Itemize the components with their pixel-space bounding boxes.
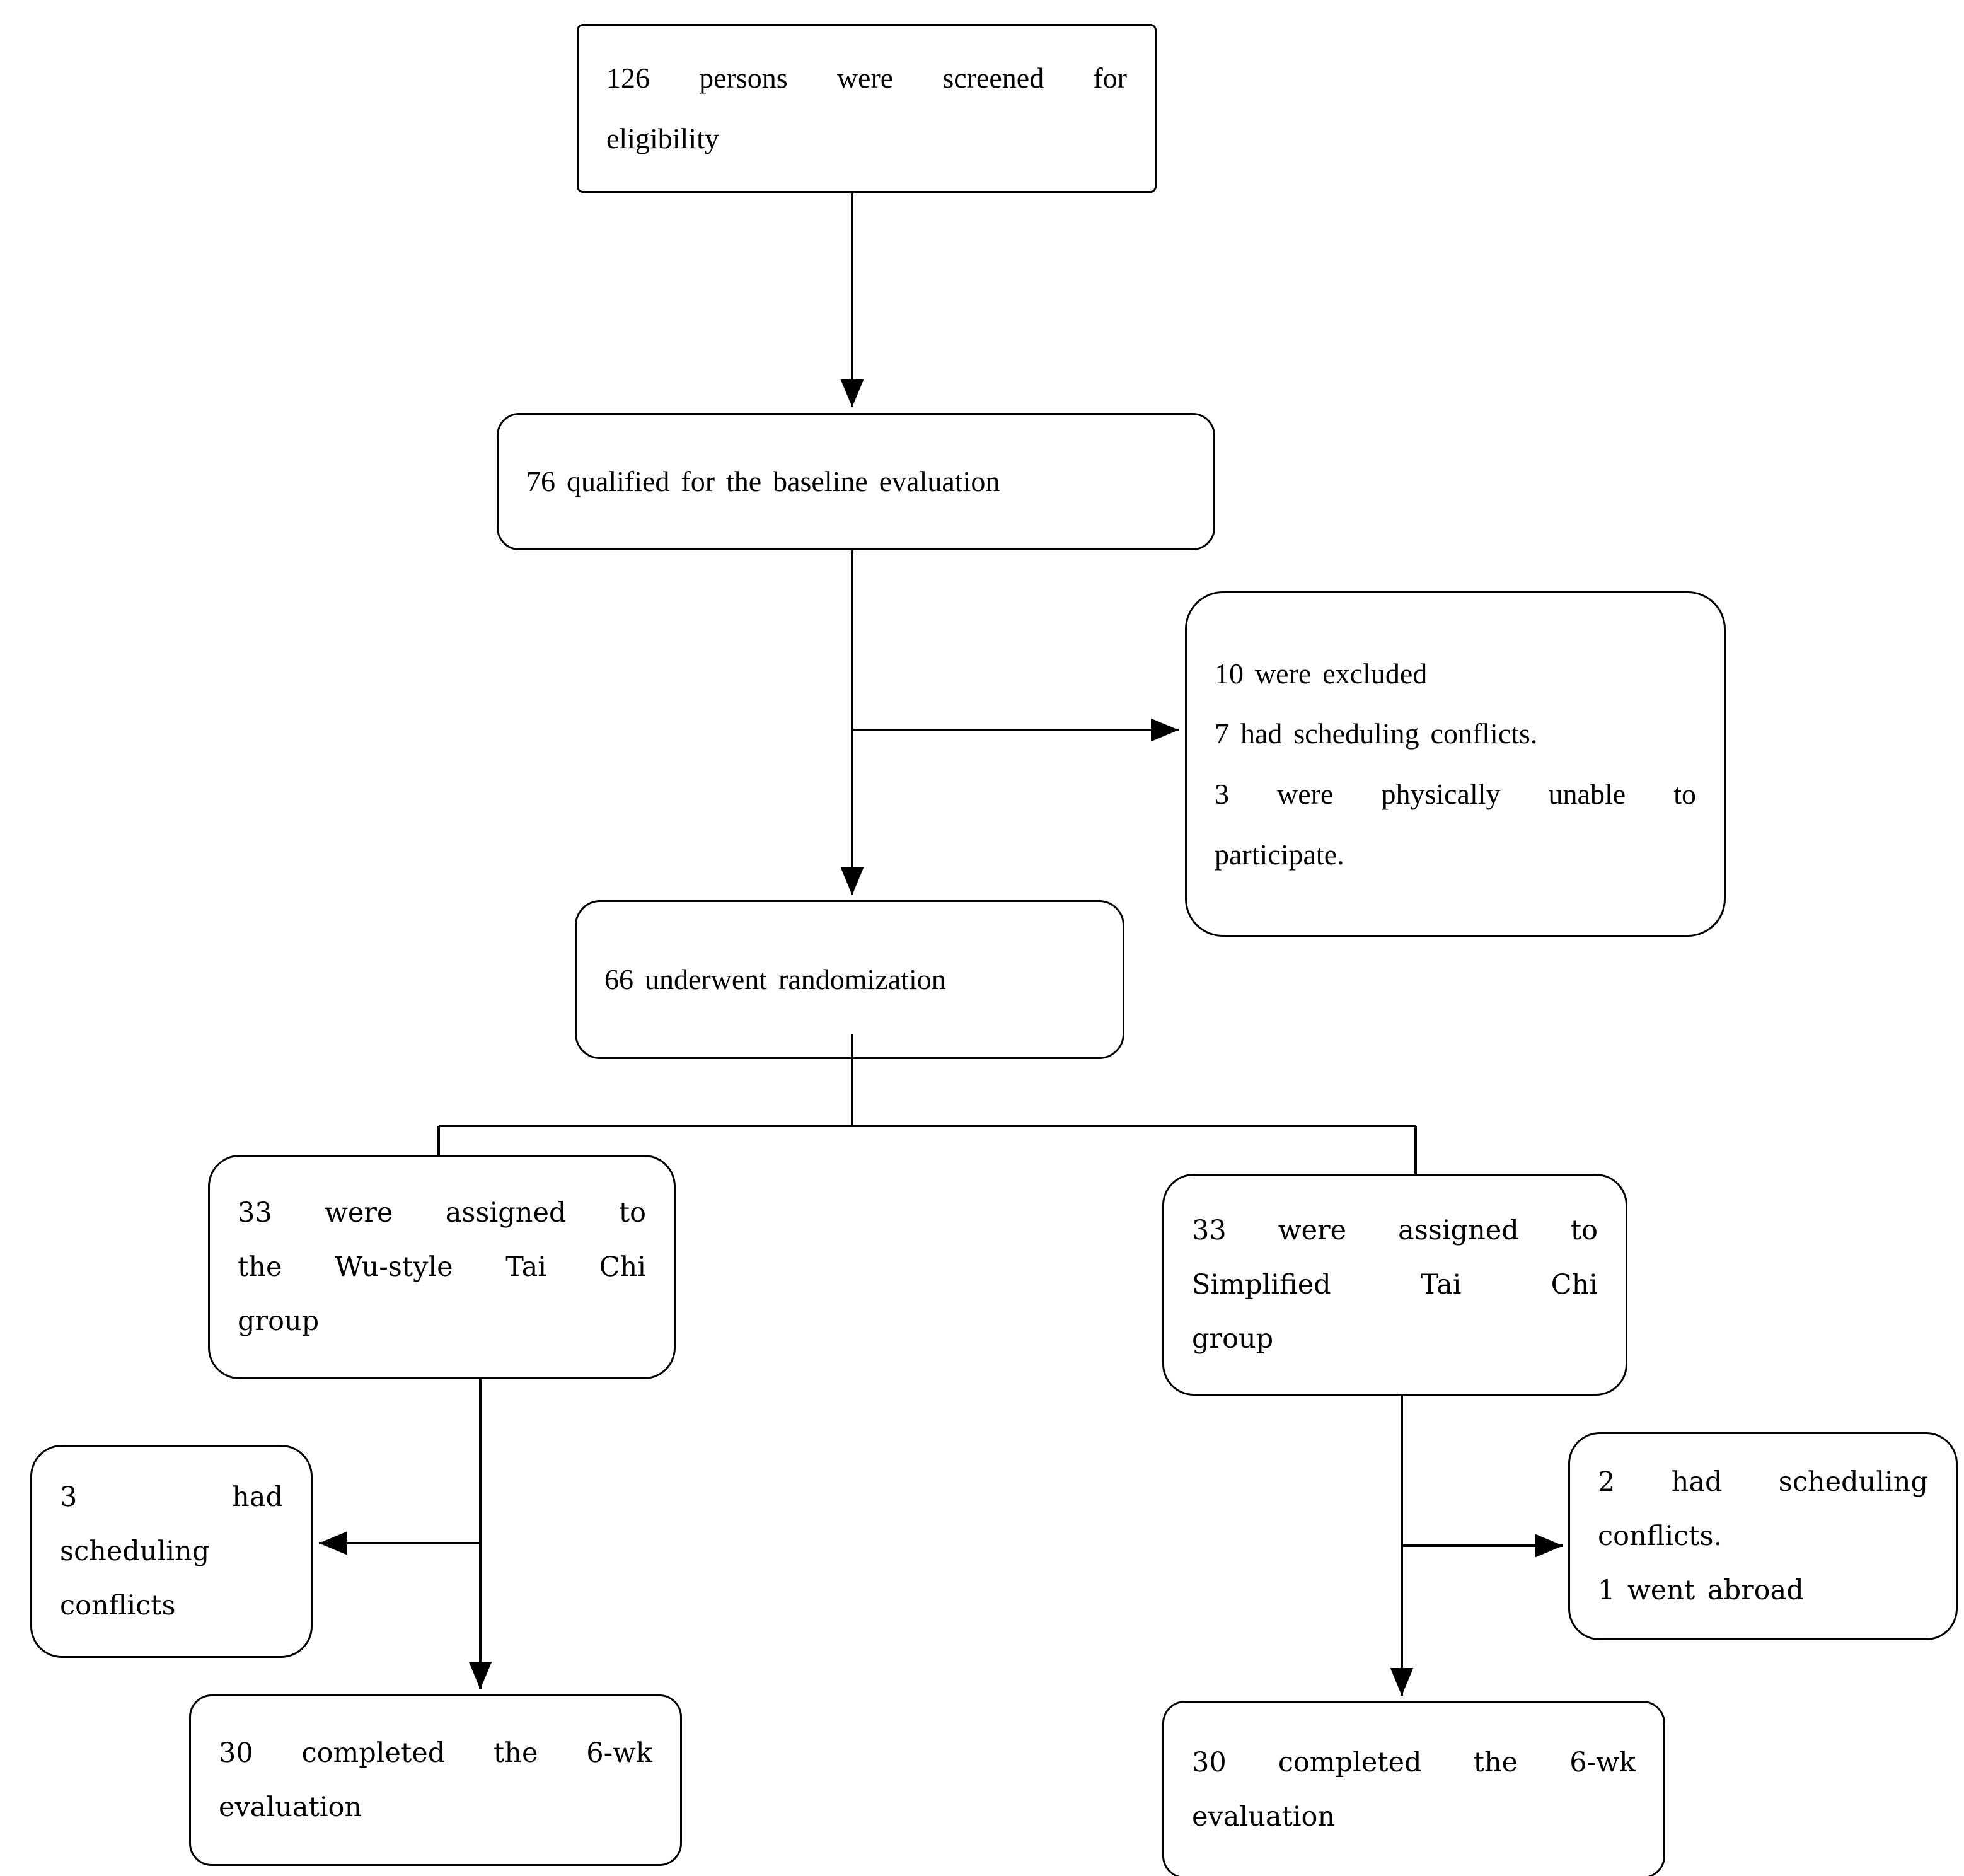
randomized-text [604, 949, 1095, 1010]
simplified-dropout-line: 1 went abroad [1598, 1575, 1804, 1606]
simplified-dropout-box [1568, 1432, 1958, 1640]
excluded-line: 7 had scheduling conflicts. [1215, 717, 1538, 750]
wu-dropout-line: 3 had [60, 1481, 283, 1513]
screened-box [577, 24, 1157, 193]
simplified-group-text [1192, 1203, 1598, 1366]
simplified-dropout-text [1598, 1455, 1928, 1618]
simplified-group-box [1162, 1174, 1627, 1396]
excluded-line: participate. [1215, 838, 1344, 871]
qualified-line: 76 qualified for the baseline evaluation [526, 465, 1000, 498]
wu-group-line: group [238, 1306, 320, 1337]
screened-line: eligibility [606, 122, 719, 154]
simplified-dropout-line: 2 had scheduling [1598, 1466, 1928, 1498]
wu-completed-line: evaluation [219, 1792, 362, 1823]
screened-line: 126 persons were screened for [606, 62, 1127, 95]
qualified-text [526, 451, 1186, 512]
simplified-completed-text [1192, 1735, 1636, 1844]
wu-dropout-text [60, 1470, 283, 1633]
excluded-box [1185, 591, 1726, 937]
wu-group-line: the Wu-style Tai Chi [238, 1251, 646, 1283]
randomized-line: 66 underwent randomization [604, 963, 946, 996]
simplified-completed-line: 30 completed the 6-wk [1192, 1747, 1636, 1778]
wu-completed-text [219, 1726, 652, 1834]
wu-dropout-box [30, 1445, 313, 1658]
simplified-dropout-line: conflicts. [1598, 1520, 1723, 1552]
excluded-line: 3 were physically unable to [1215, 778, 1696, 810]
simplified-group-line: 33 were assigned to [1192, 1215, 1598, 1246]
wu-dropout-line: scheduling [60, 1536, 210, 1567]
simplified-completed-box [1162, 1701, 1665, 1876]
excluded-text [1215, 644, 1696, 885]
wu-group-box [208, 1155, 676, 1379]
simplified-completed-line: evaluation [1192, 1801, 1336, 1833]
simplified-group-line: group [1192, 1323, 1274, 1355]
randomized-box [575, 900, 1124, 1059]
excluded-line: 10 were excluded [1215, 657, 1428, 690]
simplified-group-line: Simplified Tai Chi [1192, 1269, 1598, 1300]
wu-group-line: 33 were assigned to [238, 1197, 646, 1229]
wu-completed-line: 30 completed the 6-wk [219, 1737, 652, 1769]
wu-completed-box [189, 1694, 682, 1866]
wu-dropout-line: conflicts [60, 1590, 176, 1621]
qualified-box [497, 413, 1215, 550]
wu-group-text [238, 1186, 646, 1348]
screened-text [606, 48, 1127, 168]
